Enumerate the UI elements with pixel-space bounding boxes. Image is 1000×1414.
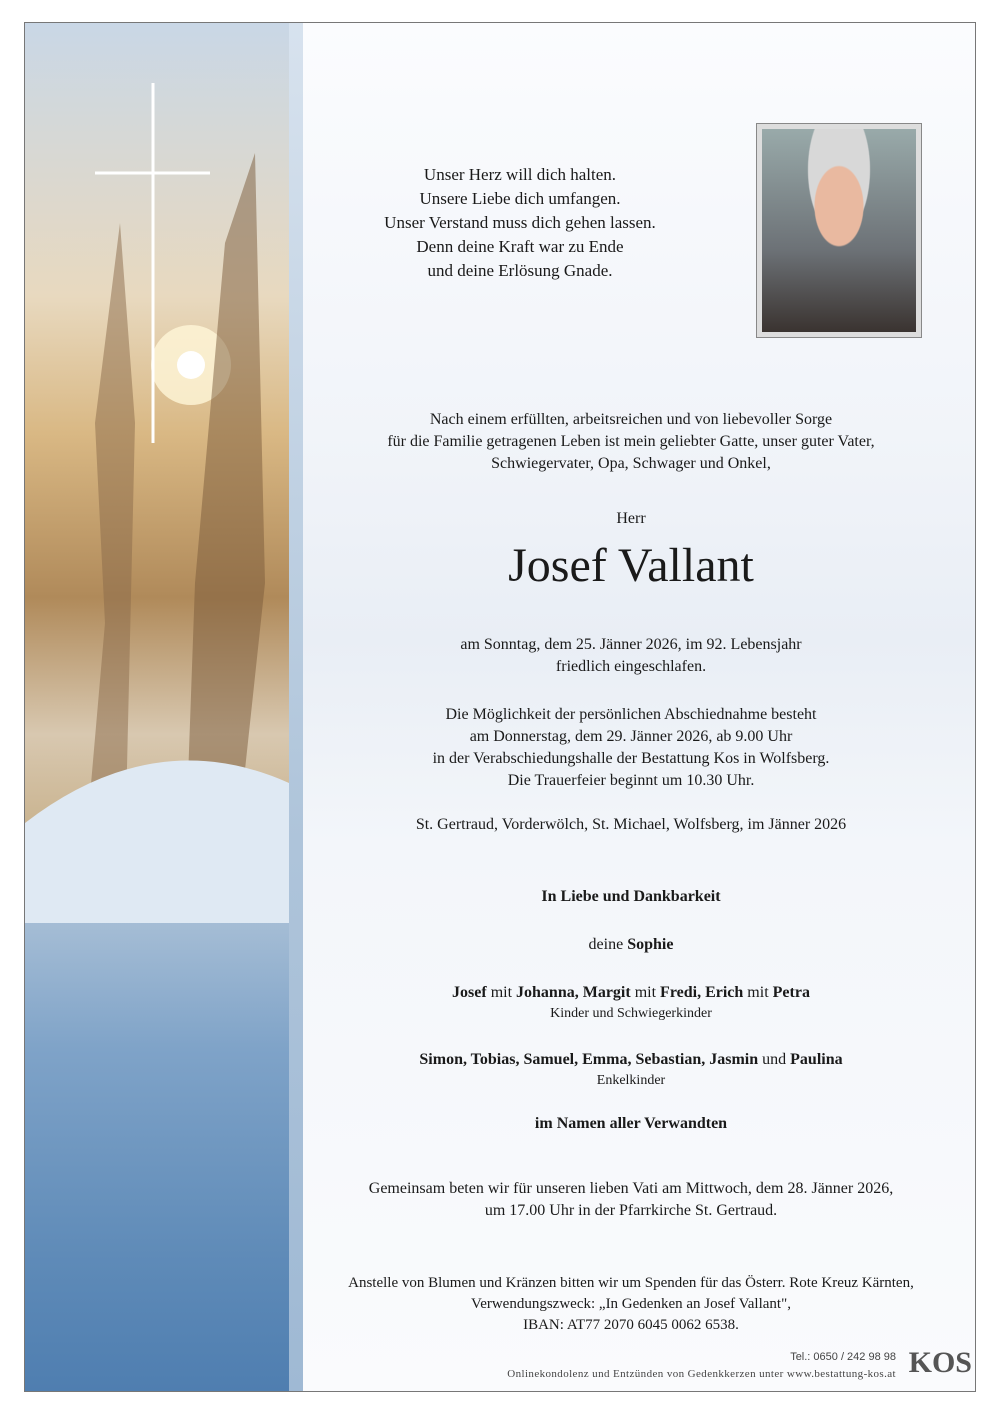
child: Josef: [452, 984, 487, 1001]
prayer-info: [296, 1178, 966, 1222]
poem-line: Unser Herz will dich halten.: [423, 165, 617, 184]
donation-line: IBAN: AT77 2070 6045 0062 6538.: [523, 1317, 739, 1333]
grandchildren-label: Enkelkinder: [596, 1073, 666, 1088]
death-line: friedlich eingeschlafen.: [555, 658, 707, 675]
connector: mit: [490, 984, 513, 1001]
farewell-line: am Donnerstag, dem 29. Jänner 2026, ab 9.00 Uhr: [469, 728, 793, 745]
donation-line: Verwendungszweck: „In Gedenken an Josef Vallant",: [471, 1296, 791, 1312]
mourners-heading: In Liebe und Dankbarkeit: [541, 888, 721, 905]
farewell-info: [296, 704, 966, 792]
poem: [290, 163, 750, 283]
children-label: Kinder und Schwiegerkinder: [550, 1006, 712, 1021]
poem-line: Unser Verstand muss dich gehen lassen.: [384, 213, 656, 232]
wife-name: Sophie: [627, 936, 674, 953]
intro-text: [296, 409, 966, 475]
child: Petra: [772, 984, 810, 1001]
closing-line: im Namen aller Verwandten: [534, 1115, 728, 1132]
child: Johanna, Margit: [516, 984, 631, 1001]
connector: mit: [747, 984, 769, 1001]
prayer-line: um 17.00 Uhr in der Pfarrkirche St. Gertraud.: [484, 1202, 778, 1219]
phone-number: Tel.: 0650 / 242 98 98: [790, 1351, 896, 1363]
connector: und: [762, 1051, 787, 1068]
farewell-line: Die Möglichkeit der persönlichen Abschiednahme besteht: [445, 706, 817, 723]
farewell-line: Die Trauerfeier beginnt um 10.30 Uhr.: [507, 772, 755, 789]
poem-line: und deine Erlösung Gnade.: [427, 261, 613, 280]
grandchild: Paulina: [790, 1051, 843, 1068]
kos-logo: KOS: [908, 1346, 972, 1379]
winter-landscape-image: [25, 23, 289, 1391]
poem-line: Denn deine Kraft war zu Ende: [416, 237, 624, 256]
death-notice: [296, 634, 966, 678]
grandchildren: Simon, Tobias, Samuel, Emma, Sebastian, Jasmin: [419, 1051, 759, 1068]
deceased-portrait: [756, 123, 922, 338]
wife-prefix: deine: [588, 936, 624, 953]
intro-line: Nach einem erfüllten, arbeitsreichen und von liebevoller Sorge: [429, 411, 833, 428]
poem-line: Unsere Liebe dich umfangen.: [419, 189, 621, 208]
place-date: St. Gertraud, Vorderwölch, St. Michael, Wolfsberg, im Jänner 2026: [415, 816, 847, 833]
salutation: Herr: [616, 510, 646, 527]
grandchildren-line: [296, 1049, 966, 1071]
child: Fredi, Erich: [660, 984, 744, 1001]
wife-line: [296, 934, 966, 956]
connector: mit: [634, 984, 657, 1001]
intro-line: für die Familie getragenen Leben ist mein geliebter Gatte, unser guter Vater,: [387, 433, 875, 450]
death-line: am Sonntag, dem 25. Jänner 2026, im 92. Lebensjahr: [460, 636, 802, 653]
snowy-trees-cross-illustration: [25, 23, 289, 923]
intro-line: Schwiegervater, Opa, Schwager und Onkel,: [491, 455, 771, 472]
donation-line: Anstelle von Blumen und Kränzen bitten wir um Spenden für das Österr. Rote Kreuz Kärnten,: [348, 1275, 914, 1291]
prayer-line: Gemeinsam beten wir für unseren lieben Vati am Mittwoch, dem 28. Jänner 2026,: [368, 1180, 894, 1197]
farewell-line: in der Verabschiedungshalle der Bestattung Kos in Wolfsberg.: [432, 750, 830, 767]
donation-info: [296, 1273, 966, 1336]
online-condolence-link[interactable]: Onlinekondolenz und Entzünden von Gedenkkerzen unter www.bestattung-kos.at: [507, 1368, 896, 1380]
deceased-name: Josef Vallant: [508, 539, 754, 592]
children-line: [296, 982, 966, 1004]
